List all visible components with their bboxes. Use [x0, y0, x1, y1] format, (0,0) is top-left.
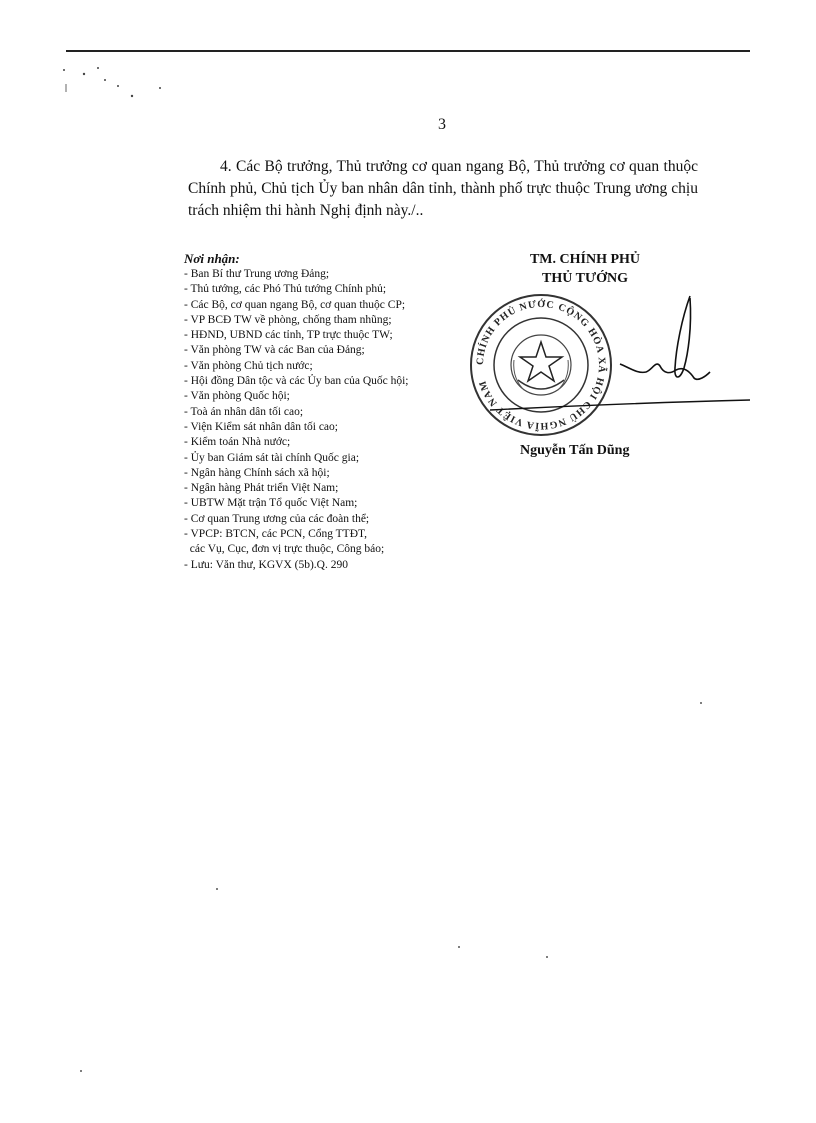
handwritten-signature-icon: [470, 288, 760, 418]
recipient-item: - Hội đồng Dân tộc và các Ủy ban của Quốc hội;: [184, 375, 409, 388]
recipient-item: - Kiểm toán Nhà nước;: [184, 436, 291, 449]
scan-speck: [80, 1070, 82, 1072]
recipient-item: - Viện Kiểm sát nhân dân tối cao;: [184, 420, 338, 433]
signer-position: THỦ TƯỚNG: [542, 271, 628, 286]
recipient-item: - VPCP: BTCN, các PCN, Cổng TTĐT,: [184, 528, 368, 541]
signature-block: [470, 250, 700, 288]
recipient-item: - UBTW Mặt trận Tổ quốc Việt Nam;: [184, 497, 358, 510]
seal-text: CHÍNH PHỦ NƯỚC CỘNG HÒA XÃ HỘI CHỦ NGHĨA VIỆT NAM: [474, 298, 608, 432]
scan-speck: [546, 956, 548, 958]
recipient-item: - Toà án nhân dân tối cao;: [184, 405, 304, 418]
recipient-item: - Thủ tướng, các Phó Thủ tướng Chính phủ;: [184, 283, 387, 296]
recipient-item: - Văn phòng Chủ tịch nước;: [184, 359, 313, 372]
scan-speck: [700, 702, 702, 704]
recipient-item: - HĐND, UBND các tỉnh, TP trực thuộc TW;: [184, 329, 393, 342]
recipient-list: [184, 267, 484, 573]
recipients-block: [184, 251, 484, 573]
on-behalf-label: TM. CHÍNH PHỦ: [529, 252, 641, 267]
recipient-item: - Lưu: Văn thư, KGVX (5b).Q. 290: [184, 558, 348, 571]
recipient-item: - Ngân hàng Chính sách xã hội;: [184, 466, 330, 479]
recipient-item: - VP BCĐ TW về phòng, chống tham nhũng;: [184, 313, 392, 326]
signer-name: Nguyễn Tấn Dũng: [520, 443, 630, 458]
recipient-item: - Các Bộ, cơ quan ngang Bộ, cơ quan thuộc CP;: [184, 298, 406, 311]
scan-specks: [60, 60, 180, 110]
recipient-item: - Ngân hàng Phát triển Việt Nam;: [184, 482, 339, 495]
recipient-item: các Vụ, Cục, đơn vị trực thuộc, Công báo;: [184, 543, 385, 556]
article-clause-4: 4. Các Bộ trưởng, Thủ trưởng cơ quan ngang Bộ, Thủ trưởng cơ quan thuộc Chính phủ, Chủ tịch Ủy ban nhân dân tỉnh, thành phố trực thuộc Trung ương chịu trách nhiệm thi hành Nghị định này./..: [188, 158, 698, 219]
scan-speck: [458, 946, 460, 948]
recipient-item: - Văn phòng TW và các Ban của Đảng;: [184, 344, 365, 357]
page-number: 3: [438, 116, 446, 133]
top-border-rule: [66, 50, 750, 52]
recipient-item: - Ủy ban Giám sát tài chính Quốc gia;: [184, 451, 360, 464]
recipient-item: - Cơ quan Trung ương của các đoàn thể;: [184, 512, 370, 525]
recipient-item: - Văn phòng Quốc hội;: [184, 390, 290, 403]
recipient-item: - Ban Bí thư Trung ương Đảng;: [184, 268, 330, 280]
scan-speck: [216, 888, 218, 890]
recipients-title: Nơi nhận:: [184, 251, 240, 266]
